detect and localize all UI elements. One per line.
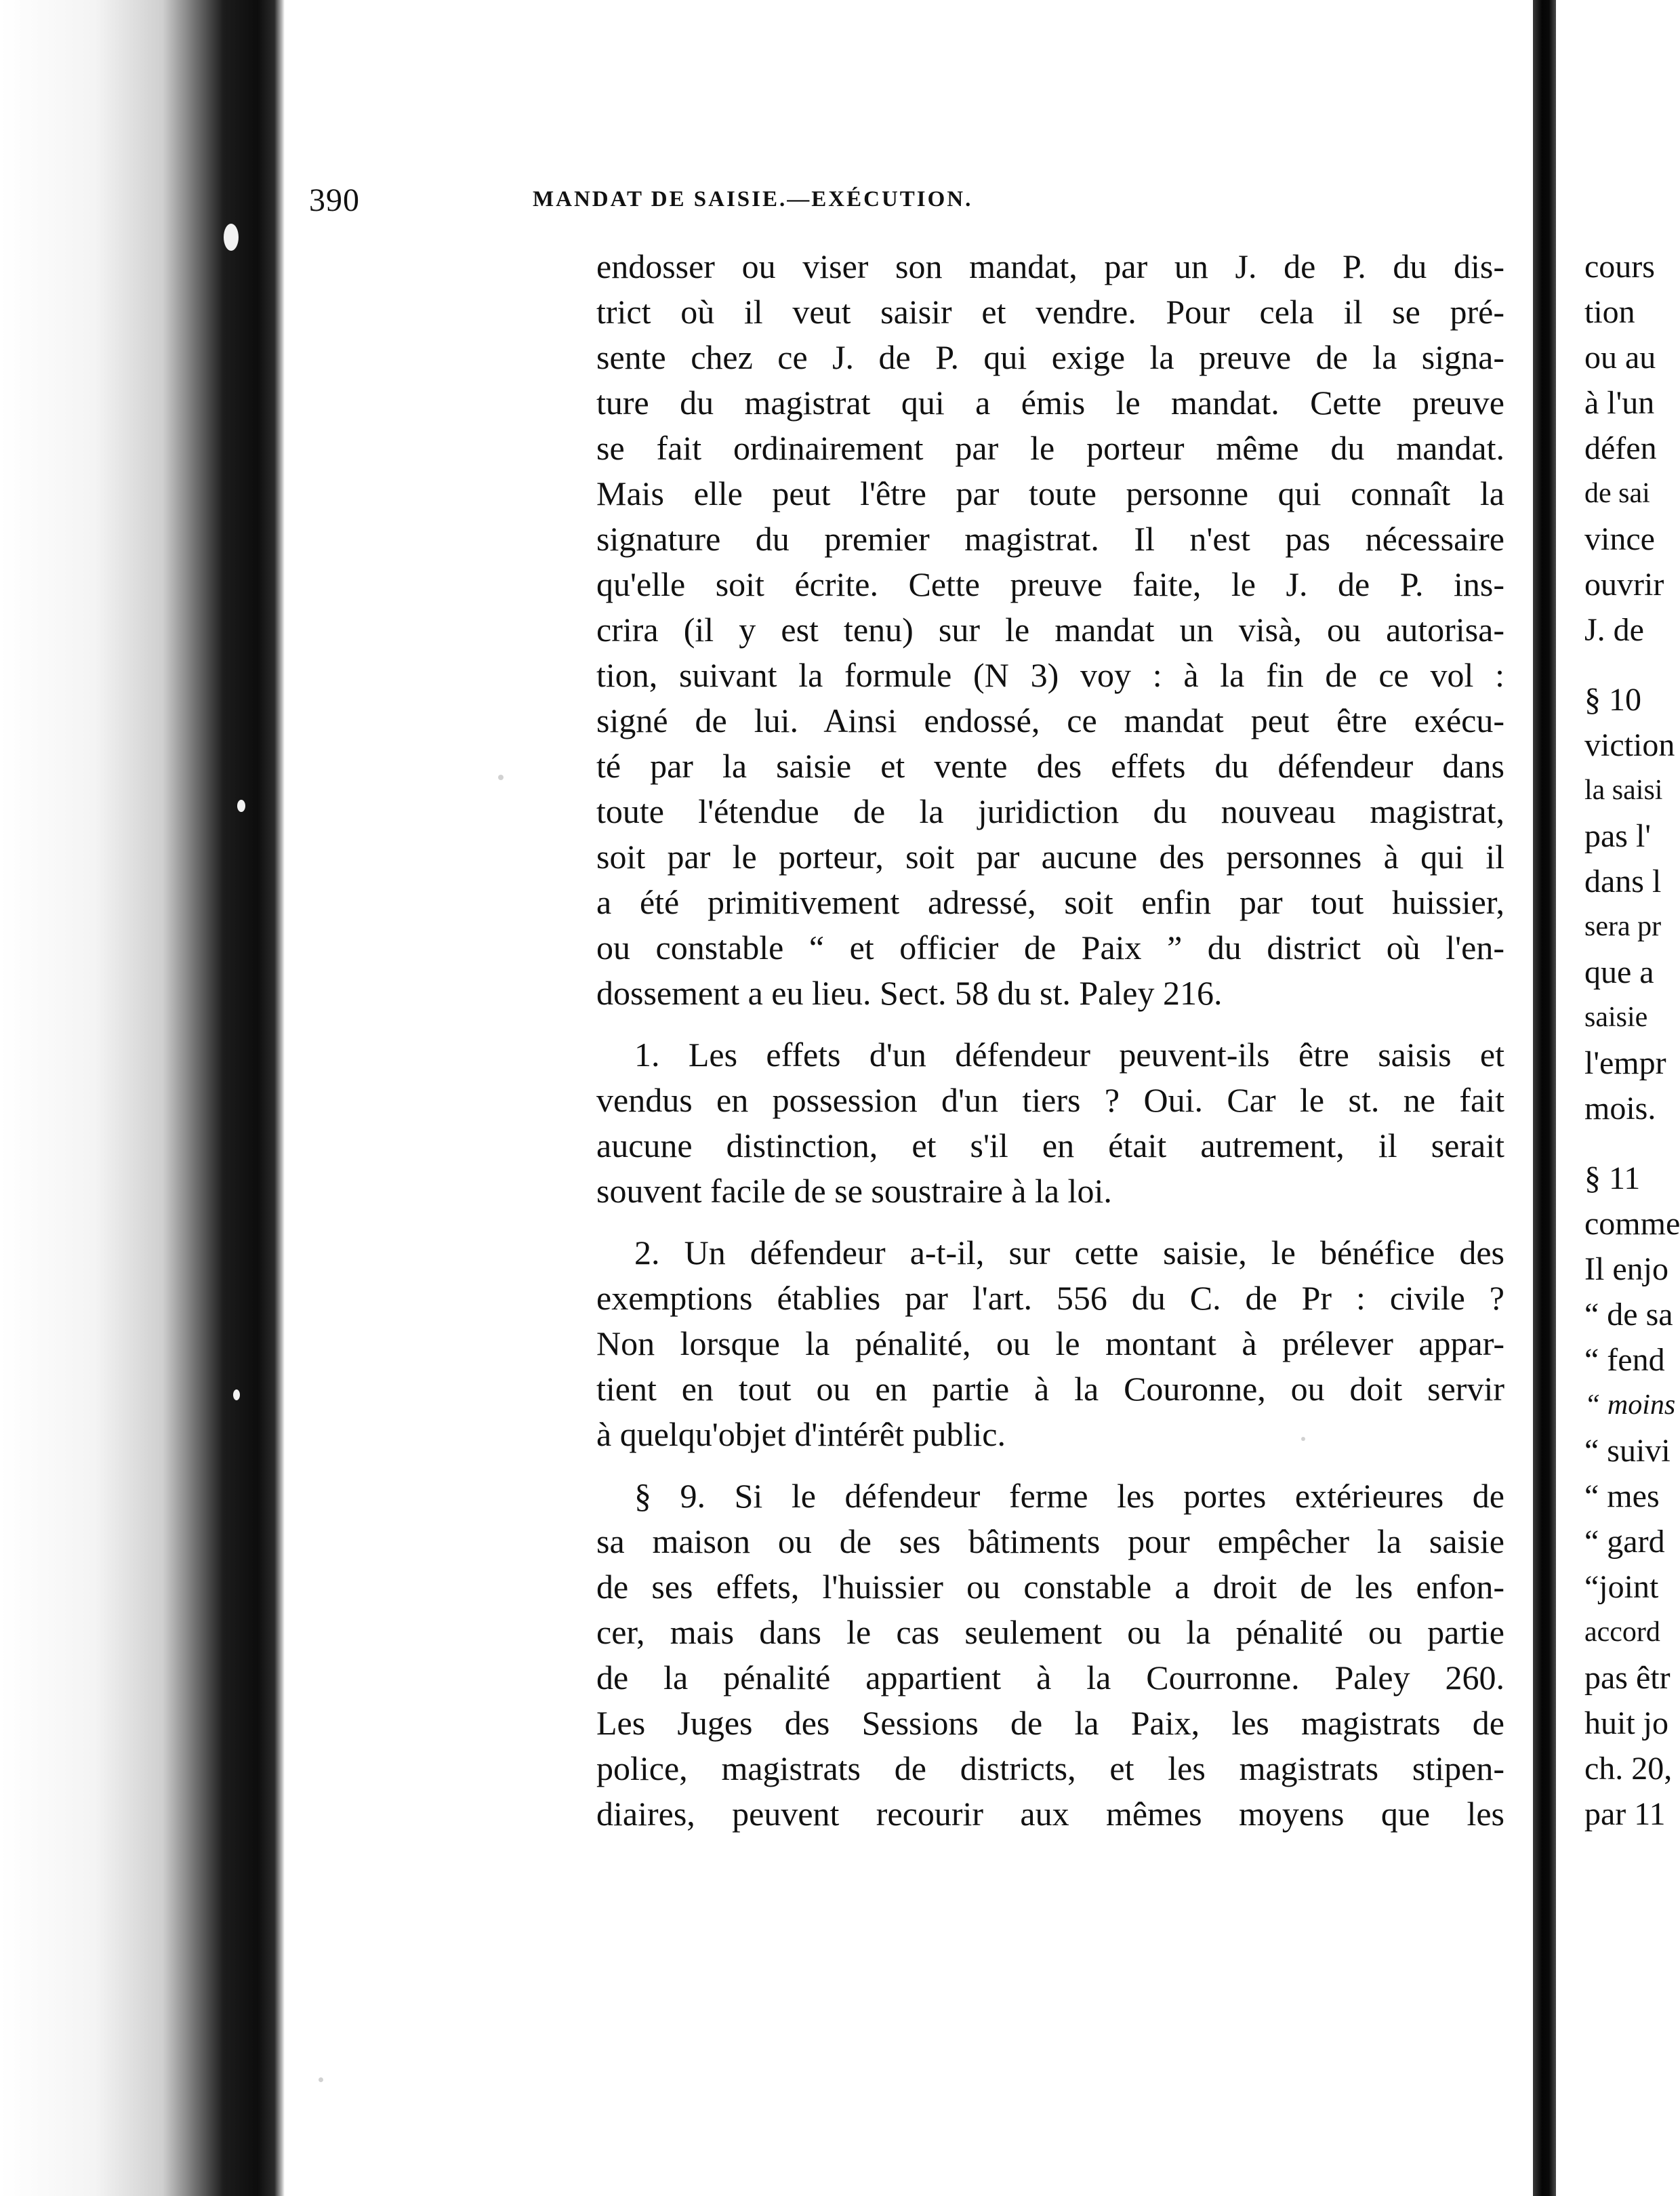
facing-line: “ de sa xyxy=(1584,1297,1673,1333)
facing-page-fragment xyxy=(1556,244,1680,1832)
facing-line: dans l xyxy=(1584,863,1662,899)
facing-line: huit jo xyxy=(1584,1705,1669,1741)
text-line: ou constable “ et officier de Paix ” du district où l'en- xyxy=(596,929,1504,967)
facing-line: sera pr xyxy=(1584,911,1662,942)
text-line: tion, suivant la formule (N 3) voy : à la fin de ce vol : xyxy=(596,656,1504,694)
facing-line: que a xyxy=(1584,954,1654,990)
facing-line: “joint xyxy=(1584,1569,1659,1605)
facing-line: à l'un xyxy=(1584,385,1655,421)
text-line: exemptions établies par l'art. 556 du C. de Pr : civile ? xyxy=(596,1279,1504,1317)
facing-line: “ mes xyxy=(1584,1478,1660,1514)
paragraph xyxy=(596,1473,1504,1837)
text-line: 2. Un défendeur a-t-il, sur cette saisie, le bénéfice des xyxy=(634,1234,1504,1272)
facing-line: pas l' xyxy=(1584,818,1651,854)
page-number: 390 xyxy=(309,182,360,218)
text-line: signature du premier magistrat. Il n'est pas nécessaire xyxy=(596,520,1504,558)
facing-line: “ fend xyxy=(1584,1342,1665,1378)
text-line: Non lorsque la pénalité, ou le montant à prélever appar- xyxy=(596,1324,1504,1362)
text-line: souvent facile de se soustraire à la loi. xyxy=(596,1172,1112,1210)
text-line: § 9. Si le défendeur ferme les portes extérieures de xyxy=(634,1477,1504,1515)
binding-speck xyxy=(237,800,245,812)
scan-speck xyxy=(1301,1437,1305,1441)
text-line: tient en tout ou en partie à la Couronne, ou doit servir xyxy=(596,1370,1504,1408)
facing-line: § 11 xyxy=(1584,1160,1641,1196)
text-line: trict où il veut saisir et vendre. Pour cela il se pré- xyxy=(596,293,1504,331)
text-line: de la pénalité appartient à la Courronne. Paley 260. xyxy=(596,1659,1504,1696)
facing-gap xyxy=(1584,1131,1678,1156)
facing-line: défen xyxy=(1584,430,1657,466)
text-line: sa maison ou de ses bâtiments pour empêcher la saisie xyxy=(596,1522,1504,1560)
text-line: toute l'étendue de la juridiction du nouveau magistrat, xyxy=(596,792,1504,830)
facing-line: la saisi xyxy=(1584,775,1663,806)
binding-speck xyxy=(224,224,239,251)
paragraph xyxy=(596,1032,1504,1214)
facing-line: accord xyxy=(1584,1616,1660,1648)
text-line: cer, mais dans le cas seulement ou la pénalité ou partie xyxy=(596,1613,1504,1651)
facing-line: l'empr xyxy=(1584,1045,1666,1081)
text-line: à quelqu'objet d'intérêt public. xyxy=(596,1415,1006,1453)
text-line: crira (il y est tenu) sur le mandat un visà, ou autorisa- xyxy=(596,611,1504,649)
facing-line: vince xyxy=(1584,521,1655,557)
facing-line: par 11 xyxy=(1584,1796,1666,1832)
text-line: 1. Les effets d'un défendeur peuvent-ils être saisis et xyxy=(634,1036,1504,1074)
page-gutter xyxy=(1533,0,1556,2196)
facing-line: Il enjo xyxy=(1584,1251,1668,1287)
text-line: Mais elle peut l'être par toute personne qui connaît la xyxy=(596,474,1504,512)
facing-line: pas êtr xyxy=(1584,1660,1671,1696)
text-line: té par la saisie et vente des effets du défendeur dans xyxy=(596,747,1504,785)
page-header xyxy=(309,182,1475,222)
text-line: Les Juges des Sessions de la Paix, les magistrats de xyxy=(596,1704,1504,1742)
text-line: aucune distinction, et s'il en était autrement, il serait xyxy=(596,1126,1504,1164)
facing-line: tion xyxy=(1584,294,1635,330)
running-head: MANDAT DE SAISIE.—EXÉCUTION. xyxy=(533,187,973,211)
facing-line: mois. xyxy=(1584,1091,1656,1126)
facing-line: cours xyxy=(1584,249,1655,285)
text-line: police, magistrats de districts, et les magistrats stipen- xyxy=(596,1749,1504,1787)
paragraph xyxy=(596,244,1504,1016)
text-line: soit par le porteur, soit par aucune des personnes à qui il xyxy=(596,838,1504,876)
text-line: dossement a eu lieu. Sect. 58 du st. Paley 216. xyxy=(596,974,1223,1012)
facing-line: de sai xyxy=(1584,478,1650,509)
binding-speck xyxy=(233,1389,240,1400)
facing-line: ou au xyxy=(1584,340,1656,375)
text-line: ture du magistrat qui a émis le mandat. Cette preuve xyxy=(596,384,1504,422)
main-text xyxy=(596,244,1504,1837)
facing-line: ouvrir xyxy=(1584,567,1664,603)
text-line: signé de lui. Ainsi endossé, ce mandat peut être exécu- xyxy=(596,702,1504,739)
text-line: diaires, peuvent recourir aux mêmes moyens que les xyxy=(596,1795,1504,1833)
paragraph xyxy=(596,1230,1504,1457)
text-line: qu'elle soit écrite. Cette preuve faite, le J. de P. ins- xyxy=(596,565,1504,603)
facing-line: J. de xyxy=(1584,612,1644,648)
scan-speck xyxy=(498,775,504,780)
text-line: sente chez ce J. de P. qui exige la preuve de la signa- xyxy=(596,338,1504,376)
scan-speck xyxy=(319,2077,323,2082)
text-line: de ses effets, l'huissier ou constable a droit de les enfon- xyxy=(596,1568,1504,1606)
binding-shadow xyxy=(0,0,285,2196)
facing-line: “ gard xyxy=(1584,1524,1665,1560)
facing-line: saisie xyxy=(1584,1002,1648,1033)
text-line: vendus en possession d'un tiers ? Oui. Car le st. ne fait xyxy=(596,1081,1504,1119)
facing-line: viction xyxy=(1584,727,1675,763)
text-line: endosser ou viser son mandat, par un J. de P. du dis- xyxy=(596,247,1504,285)
text-line: se fait ordinairement par le porteur même du mandat. xyxy=(596,429,1504,467)
facing-line: “ moins xyxy=(1584,1389,1676,1421)
facing-line: ch. 20, xyxy=(1584,1751,1673,1787)
facing-gap xyxy=(1584,653,1678,677)
facing-line: § 10 xyxy=(1584,682,1641,718)
text-line: a été primitivement adressé, soit enfin par tout huissier, xyxy=(596,883,1504,921)
facing-line: comme xyxy=(1584,1206,1680,1242)
facing-line: “ suivi xyxy=(1584,1433,1671,1469)
